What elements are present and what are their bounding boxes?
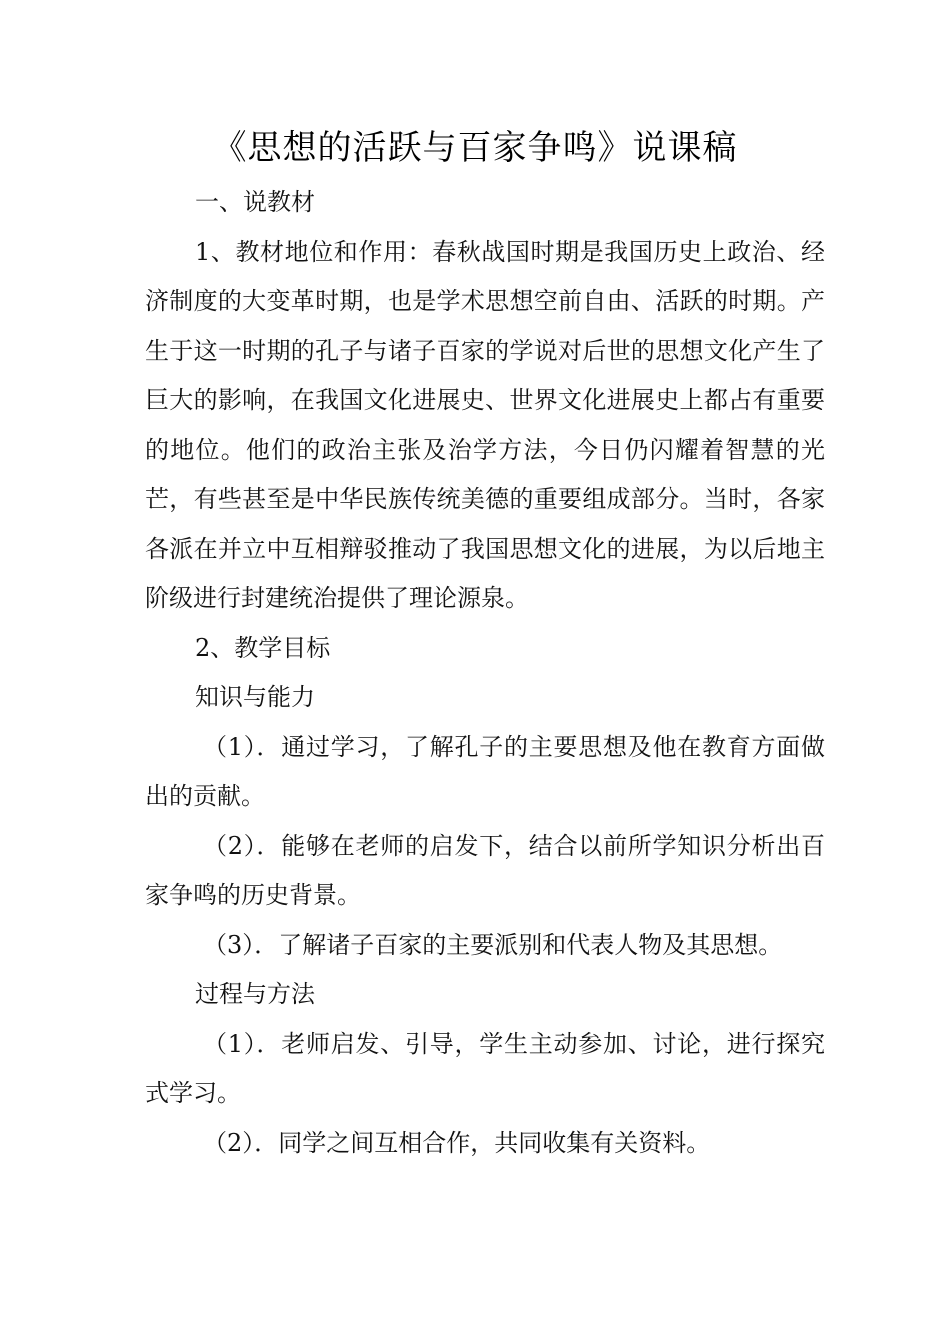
knowledge-item: （1）．通过学习，了解孔子的主要思想及他在教育方面做出的贡献。 (145, 732, 825, 810)
knowledge-item: （2）．能够在老师的启发下，结合以前所学知识分析出百家争鸣的历史背景。 (145, 831, 825, 909)
subheading-process-method: 过程与方法 (195, 980, 315, 1008)
process-item: （2）．同学之间互相合作，共同收集有关资料。 (203, 1128, 711, 1157)
document-body (145, 178, 825, 1168)
document-title: 《思想的活跃与百家争鸣》说课稿 (212, 128, 738, 168)
section-heading-teaching-material: 一、说教材 (195, 188, 315, 216)
paragraph-material-position: 1、教材地位和作用：春秋战国时期是我国历史上政治、经济制度的大变革时期，也是学术思想空前自由、活跃的时期。产生于这一时期的孔子与诸子百家的学说对后世的思想文化产生了巨大的影响，在我国文化进展史、世界文化进展史上都占有重要的地位。他们的政治主张及治学方法，今日仍闪耀着智慧的光芒，有些甚至是中华民族传统美德的重要组成部分。当时，各家各派在并立中互相辩驳推动了我国思想文化的进展，为以后地主阶级进行封建统治提供了理论源泉。 (145, 237, 825, 612)
knowledge-item: （3）．了解诸子百家的主要派别和代表人物及其思想。 (203, 930, 783, 959)
process-item: （1）．老师启发、引导，学生主动参加、讨论，进行探究式学习。 (145, 1029, 825, 1107)
subheading-knowledge-ability: 知识与能力 (195, 683, 315, 711)
subheading-teaching-goals: 2、教学目标 (195, 633, 331, 662)
